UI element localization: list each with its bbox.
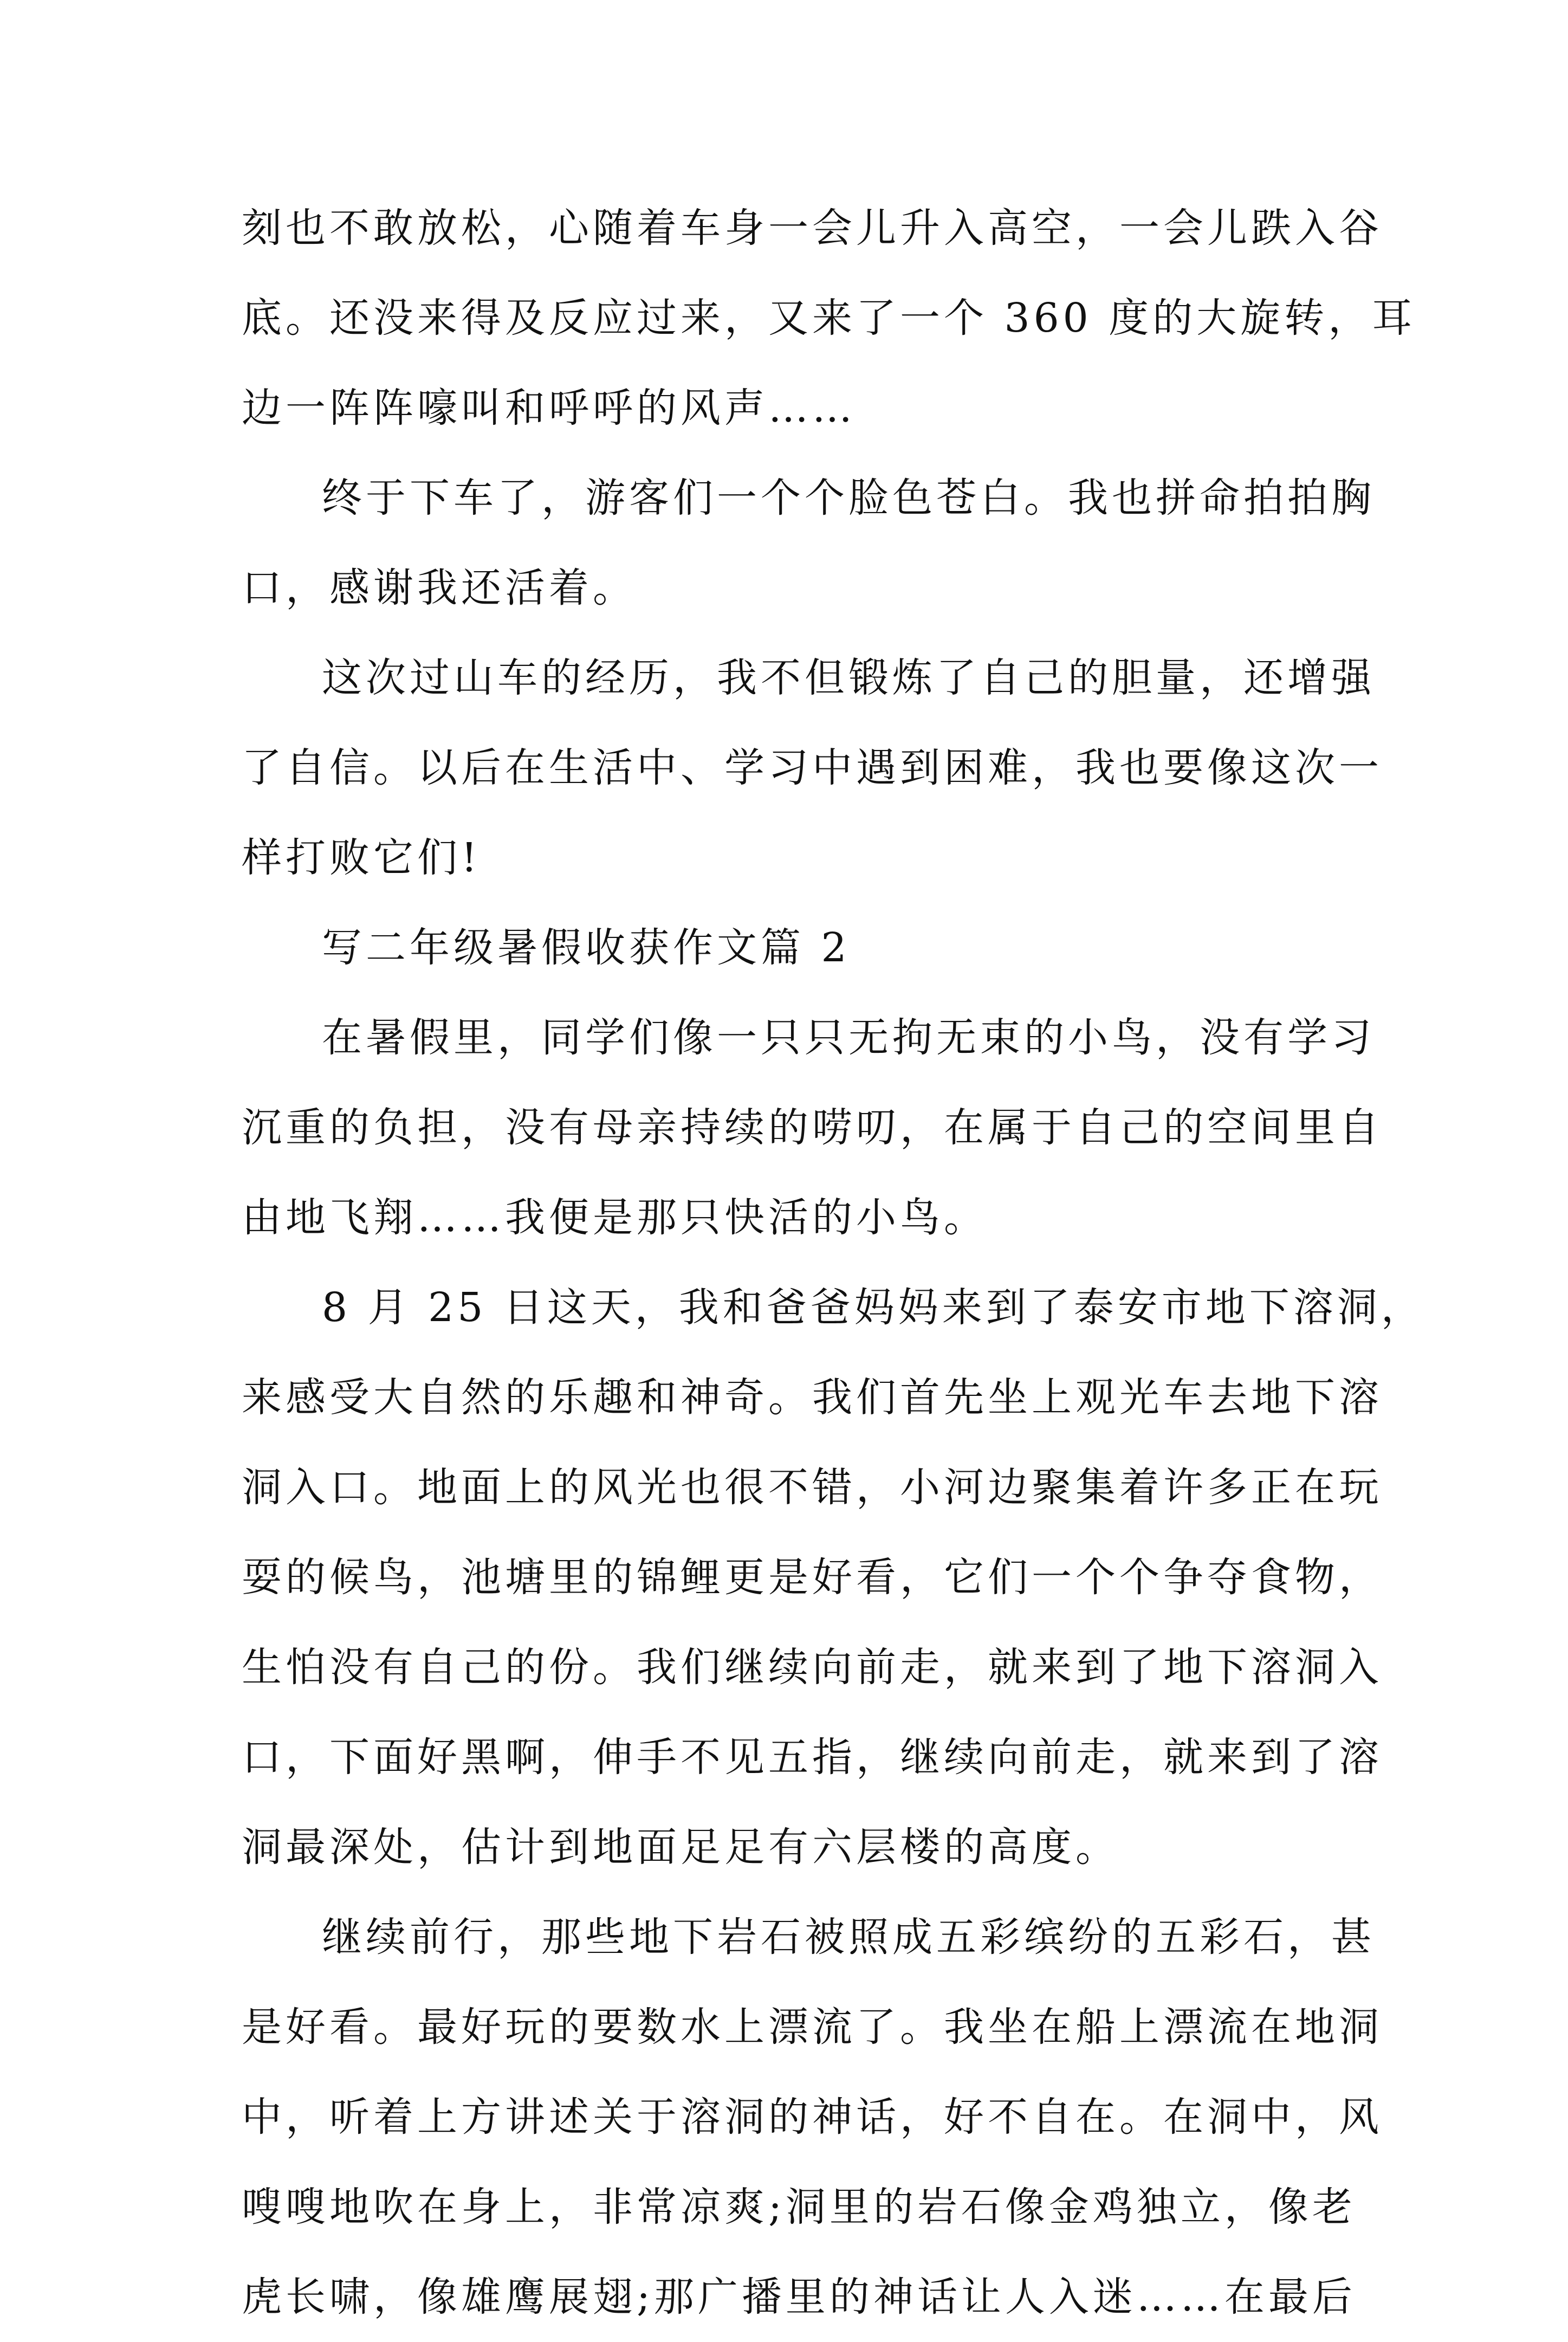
text-line: 虎长啸，像雄鹰展翅;那广播里的神话让人入迷……在最后 [242,2274,1356,2320]
text-line: 来感受大自然的乐趣和神奇。我们首先坐上观光车去地下溶 [242,1374,1383,1421]
paragraph-start-line: 这次过山车的经历，我不但锻炼了自己的胆量，还增强 [322,655,1375,701]
paragraph-start-line: 继续前行，那些地下岩石被照成五彩缤纷的五彩石，甚 [322,1914,1375,1961]
text-line: 样打败它们! [242,834,481,881]
text-line: 口，感谢我还活着。 [242,565,637,611]
text-line: 中，听着上方讲述关于溶洞的神话，好不自在。在洞中，风 [242,2094,1383,2140]
paragraph-start-line: 终于下车了，游客们一个个脸色苍白。我也拼命拍拍胸 [322,475,1375,521]
section-title: 写二年级暑假收获作文篇 2 [322,924,851,971]
text-line: 洞入口。地面上的风光也很不错，小河边聚集着许多正在玩 [242,1464,1383,1511]
paragraph-start-line: 在暑假里，同学们像一只只无拘无束的小鸟，没有学习 [322,1014,1375,1061]
text-line: 刻也不敢放松，心随着车身一会儿升入高空，一会儿跌入谷 [242,205,1383,251]
paragraph-start-line: 8 月 25 日这天，我和爸爸妈妈来到了泰安市地下溶洞， [322,1284,1425,1331]
text-line: 洞最深处，估计到地面足足有六层楼的高度。 [242,1824,1119,1871]
text-line: 沉重的负担，没有母亲持续的唠叨，在属于自己的空间里自 [242,1104,1383,1151]
text-line: 口，下面好黑啊，伸手不见五指，继续向前走，就来到了溶 [242,1734,1383,1781]
text-line: 耍的候鸟，池塘里的锦鲤更是好看，它们一个个争夺食物， [242,1554,1383,1601]
text-line: 生怕没有自己的份。我们继续向前走，就来到了地下溶洞入 [242,1644,1383,1691]
text-line: 底。还没来得及反应过来，又来了一个 360 度的大旋转，耳 [242,295,1416,341]
text-line: 了自信。以后在生活中、学习中遇到困难，我也要像这次一 [242,745,1383,791]
essay-text [242,183,1425,2342]
text-line: 边一阵阵嚎叫和呼呼的风声…… [242,385,856,431]
text-line: 嗖嗖地吹在身上，非常凉爽;洞里的岩石像金鸡独立，像老 [242,2184,1356,2230]
text-line: 由地飞翔……我便是那只快活的小鸟。 [242,1194,988,1241]
text-line: 是好看。最好玩的要数水上漂流了。我坐在船上漂流在地洞 [242,2004,1383,2050]
